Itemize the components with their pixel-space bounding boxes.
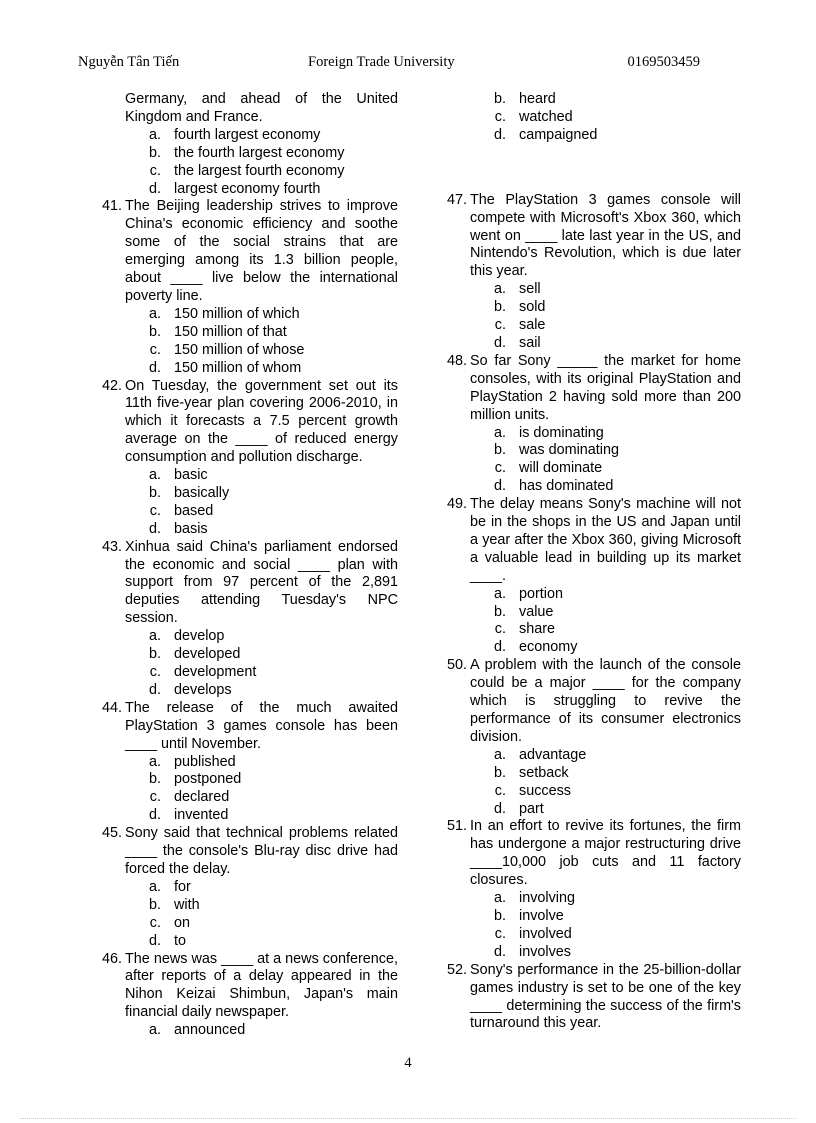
answer-option	[470, 944, 741, 962]
question-number: 52.	[446, 961, 467, 978]
option-letter: d.	[494, 478, 507, 495]
question-number: 50.	[446, 657, 467, 674]
answer-option	[470, 425, 741, 443]
option-letter: c.	[494, 782, 506, 799]
option-letter: b.	[149, 144, 162, 161]
option-letter: a.	[494, 585, 507, 602]
answer-option	[470, 460, 741, 478]
answer-option	[470, 765, 741, 783]
answer-option	[125, 467, 398, 485]
answer-option	[125, 521, 398, 539]
option-text: success	[519, 782, 571, 799]
option-text: economy	[519, 639, 578, 656]
answer-option	[470, 890, 741, 908]
option-text: will dominate	[519, 460, 603, 477]
option-letter: a.	[149, 1022, 162, 1039]
question-51	[443, 818, 741, 961]
question-number: 42.	[101, 377, 122, 394]
option-letter: c.	[494, 925, 506, 942]
answer-option	[125, 664, 398, 682]
answer-option	[470, 91, 741, 109]
option-letter: c.	[494, 621, 506, 638]
option-text: 150 million of whom	[174, 359, 302, 376]
option-letter: d.	[494, 800, 507, 817]
question-50	[443, 657, 741, 818]
question-number: 45.	[101, 825, 122, 842]
answer-option	[470, 109, 741, 127]
question-stem: So far Sony _____ the market for home consoles, with its original PlayStation and PlayStation 2 having sold more than 200 million units.	[470, 352, 741, 423]
answer-options	[125, 1022, 398, 1040]
option-letter: d.	[149, 359, 162, 376]
answer-options	[470, 281, 741, 353]
option-text: involving	[519, 890, 575, 907]
answer-option	[125, 789, 398, 807]
question-stem: Germany, and ahead of the United Kingdom and France.	[125, 91, 398, 125]
answer-option	[125, 163, 398, 181]
answer-option	[125, 628, 398, 646]
option-text: is dominating	[519, 424, 604, 441]
answer-options	[125, 127, 398, 199]
option-letter: c.	[149, 502, 161, 519]
option-letter: b.	[149, 323, 162, 340]
answer-option	[125, 485, 398, 503]
option-text: value	[519, 603, 554, 620]
option-letter: c.	[149, 914, 161, 931]
option-letter: d.	[494, 334, 507, 351]
option-text: published	[174, 753, 236, 770]
question-40-continuation	[98, 91, 398, 198]
header-institution: Foreign Trade University	[308, 54, 455, 70]
option-letter: a.	[149, 878, 162, 895]
answer-option	[125, 754, 398, 772]
question-stem: Sony's performance in the 25-billion-dollar games industry is set to be one of the key ____ determining the success of the firm's turnaround this year.	[470, 961, 741, 1032]
option-text: largest economy fourth	[174, 180, 321, 197]
option-letter: b.	[149, 484, 162, 501]
option-letter: c.	[149, 162, 161, 179]
question-42	[98, 378, 398, 539]
question-number: 46.	[101, 950, 122, 967]
answer-option	[125, 807, 398, 825]
question-46-continuation	[443, 91, 741, 145]
question-number: 44.	[101, 699, 122, 716]
answer-options	[470, 91, 741, 145]
option-text: development	[174, 664, 257, 680]
answer-option	[470, 604, 741, 622]
answer-options	[125, 467, 398, 539]
option-text: sail	[519, 334, 541, 351]
question-stem: Sony said that technical problems related ____ the console's Blu-ray disc drive had forced the delay.	[125, 825, 398, 877]
option-letter: b.	[494, 442, 507, 459]
option-letter: c.	[149, 789, 161, 806]
option-text: portion	[519, 585, 564, 602]
answer-option	[470, 783, 741, 801]
option-text: was dominating	[519, 442, 619, 459]
option-letter: b.	[494, 907, 507, 924]
question-stem: The delay means Sony's machine will not be in the shops in the US and Japan until a year after the Xbox 360, giving Microsoft a valuable lead in building up its market ____.	[470, 496, 741, 584]
right-column	[443, 91, 741, 1033]
answer-option	[470, 317, 741, 335]
answer-option	[125, 682, 398, 700]
left-column	[98, 91, 398, 1040]
option-text: sale	[519, 317, 546, 334]
question-number: 41.	[101, 198, 122, 215]
option-text: based	[174, 502, 214, 519]
option-text: basis	[174, 520, 208, 537]
answer-options	[470, 747, 741, 819]
answer-option	[470, 127, 741, 145]
option-text: sell	[519, 281, 541, 298]
header-phone: 0169503459	[627, 54, 700, 70]
option-text: basic	[174, 467, 208, 484]
option-text: heard	[519, 91, 556, 107]
option-text: for	[174, 878, 191, 895]
question-stem: The release of the much awaited PlayStation 3 games console has been ____ until November.	[125, 699, 398, 752]
option-text: develops	[174, 681, 232, 698]
question-52	[443, 962, 741, 1034]
answer-option	[125, 915, 398, 933]
answer-options	[470, 586, 741, 658]
answer-option	[470, 908, 741, 926]
question-44	[98, 700, 398, 825]
option-letter: d.	[149, 681, 162, 698]
option-letter: d.	[494, 126, 507, 143]
option-letter: b.	[494, 764, 507, 781]
option-letter: c.	[149, 341, 161, 358]
answer-options	[125, 628, 398, 700]
option-letter: a.	[494, 424, 507, 441]
answer-option	[125, 933, 398, 951]
option-letter: b.	[149, 646, 162, 663]
question-stem: The PlayStation 3 games console will compete with Microsoft's Xbox 360, which went on ____ late last year in the US, and Nintendo's Revolution, which is due later this year.	[470, 191, 741, 280]
option-letter: a.	[494, 890, 507, 907]
question-number: 48.	[446, 352, 467, 369]
option-text: announced	[174, 1022, 246, 1039]
answer-option	[125, 306, 398, 324]
option-letter: a.	[149, 628, 162, 645]
answer-option	[470, 639, 741, 657]
question-stem: On Tuesday, the government set out its 11th five-year plan covering 2006-2010, in which it forecasts a 7.5 percent growth average on the ____ of reduced energy consumption and pollution discharge.	[125, 377, 398, 466]
option-text: 150 million of whose	[174, 341, 305, 358]
option-letter: a.	[149, 467, 162, 484]
option-text: has dominated	[519, 478, 614, 495]
answer-option	[125, 181, 398, 199]
option-letter: c.	[494, 317, 506, 334]
option-letter: c.	[149, 664, 161, 680]
answer-option	[470, 621, 741, 639]
question-number: 47.	[446, 191, 467, 208]
question-49	[443, 496, 741, 657]
answer-option	[470, 801, 741, 819]
option-text: on	[174, 914, 191, 931]
option-letter: a.	[494, 746, 507, 763]
option-text: basically	[174, 484, 230, 501]
option-letter: d.	[149, 932, 162, 949]
option-letter: d.	[494, 639, 507, 656]
option-text: declared	[174, 789, 230, 806]
answer-options	[470, 425, 741, 497]
answer-option	[125, 342, 398, 360]
answer-option	[470, 478, 741, 496]
option-text: develop	[174, 628, 225, 645]
option-letter: b.	[494, 299, 507, 316]
footer-divider	[20, 1118, 796, 1119]
option-text: involves	[519, 943, 571, 960]
option-letter: a.	[149, 305, 162, 322]
answer-option	[125, 145, 398, 163]
option-text: developed	[174, 646, 241, 663]
option-letter: d.	[149, 807, 162, 824]
option-text: postponed	[174, 771, 242, 788]
question-43	[98, 539, 398, 700]
option-letter: d.	[149, 180, 162, 197]
option-text: involved	[519, 925, 572, 942]
option-letter: b.	[149, 771, 162, 788]
option-letter: b.	[149, 896, 162, 913]
answer-option	[125, 324, 398, 342]
question-46	[98, 951, 398, 1041]
answer-option	[125, 771, 398, 789]
option-text: sold	[519, 299, 546, 316]
question-number: 49.	[446, 496, 467, 513]
page-number: 4	[404, 1055, 412, 1071]
question-stem: In an effort to revive its fortunes, the firm has undergone a major restructuring drive ____10,000 job cuts and 11 factory closures.	[470, 818, 741, 889]
option-text: watched	[519, 108, 573, 125]
question-stem: Xinhua said China's parliament endorsed the economic and social ____ plan with support from 97 percent of the 2,891 deputies attending Tuesday's NPC session.	[125, 538, 398, 627]
option-text: involve	[519, 907, 564, 924]
header-author: Nguyễn Tân Tiến	[78, 54, 180, 70]
answer-options	[125, 754, 398, 826]
answer-option	[470, 442, 741, 460]
answer-option	[470, 586, 741, 604]
option-text: setback	[519, 764, 569, 781]
question-48	[443, 353, 741, 496]
answer-option	[125, 897, 398, 915]
answer-option	[470, 299, 741, 317]
option-text: the fourth largest economy	[174, 144, 345, 161]
question-number: 43.	[101, 538, 122, 555]
option-text: the largest fourth economy	[174, 162, 345, 179]
option-text: share	[519, 621, 555, 638]
option-text: 150 million of that	[174, 323, 287, 340]
answer-option	[470, 335, 741, 353]
option-letter: b.	[494, 91, 507, 107]
answer-option	[470, 747, 741, 765]
answer-option	[125, 1022, 398, 1040]
answer-option	[125, 127, 398, 145]
answer-option	[125, 360, 398, 378]
question-45	[98, 825, 398, 950]
page-header	[78, 54, 700, 74]
option-text: part	[519, 800, 544, 817]
option-text: to	[174, 932, 187, 949]
answer-options	[125, 306, 398, 378]
question-41	[98, 198, 398, 377]
option-text: 150 million of which	[174, 305, 300, 322]
question-47	[443, 192, 741, 353]
option-text: campaigned	[519, 126, 598, 143]
question-stem: The Beijing leadership strives to improve China's economic efficiency and soothe some of the social strains that are emerging among its 1.3 billion people, about ____ live below the international poverty line.	[125, 198, 398, 304]
answer-option	[470, 281, 741, 299]
question-stem: The news was ____ at a news conference, after reports of a delay appeared in the Nihon Keizai Shimbun, Japan's main financial daily newspaper.	[125, 950, 398, 1021]
answer-option	[125, 879, 398, 897]
option-letter: a.	[494, 281, 507, 298]
answer-options	[125, 879, 398, 951]
option-text: with	[174, 896, 200, 913]
option-letter: d.	[149, 520, 162, 537]
option-text: advantage	[519, 746, 587, 763]
option-text: invented	[174, 807, 229, 824]
option-letter: a.	[149, 753, 162, 770]
question-stem: A problem with the launch of the console could be a major ____ for the company which is struggling to revive the performance of its consumer electronics division.	[470, 657, 741, 745]
answer-option	[125, 503, 398, 521]
answer-options	[470, 890, 741, 962]
answer-option	[470, 926, 741, 944]
answer-option	[125, 646, 398, 664]
question-number: 51.	[446, 818, 467, 835]
option-letter: c.	[494, 460, 506, 477]
option-letter: a.	[149, 126, 162, 143]
option-letter: c.	[494, 108, 506, 125]
option-letter: d.	[494, 943, 507, 960]
option-letter: b.	[494, 603, 507, 620]
option-text: fourth largest economy	[174, 126, 321, 143]
